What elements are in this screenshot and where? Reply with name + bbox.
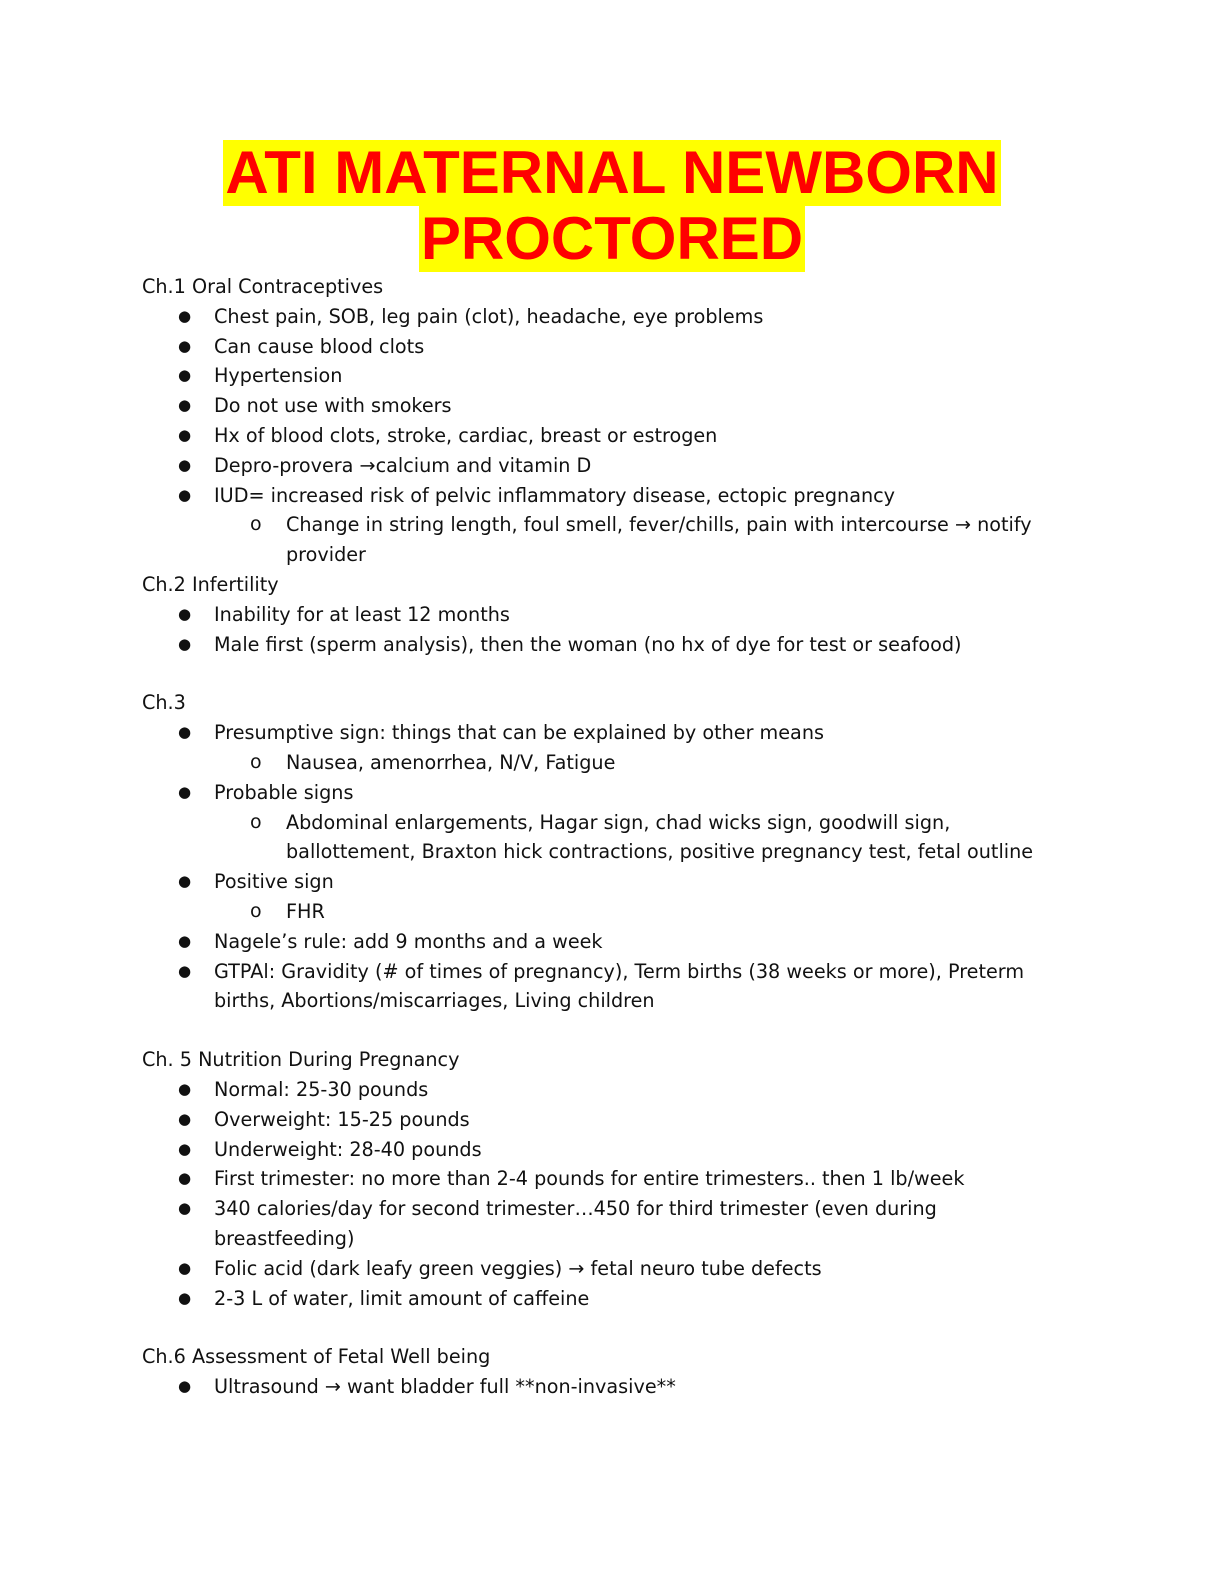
bullet-icon: ● [178,425,192,444]
document-title [0,140,1224,272]
list-item [142,1075,1062,1105]
list-item-text: Hypertension [214,364,343,388]
list-item-text: Normal: 25-30 pounds [214,1077,429,1101]
bullet-icon: ● [178,1169,192,1188]
list-item-text: Probable signs [214,780,354,804]
list-item-text: Ultrasound → want bladder full **non-invasive** [214,1375,676,1399]
sub-list-item [214,510,1062,570]
sub-list-item [214,897,1062,927]
sub-bullet-list [214,808,1062,868]
bullet-icon: ● [178,1109,192,1128]
list-item [142,421,1062,451]
list-item-text: Depro-provera →calcium and vitamin D [214,453,592,477]
list-item-text: Positive sign [214,870,334,894]
list-item [142,778,1062,867]
bullet-icon: ● [178,782,192,801]
list-item [142,1194,1062,1254]
list-item-text: Overweight: 15-25 pounds [214,1107,470,1131]
list-item-text: 340 calories/day for second trimester…450 for third trimester (even during breastfeeding) [214,1197,937,1250]
list-item [142,1105,1062,1135]
list-item [142,600,1062,630]
bullet-icon: ● [178,396,192,415]
list-item-text: IUD= increased risk of pelvic inflammatory disease, ectopic pregnancy [214,483,896,507]
bullet-icon: ● [178,1377,192,1396]
list-item-text: Underweight: 28-40 pounds [214,1137,482,1161]
sub-bullet-list [214,510,1062,570]
list-item-text: Chest pain, SOB, leg pain (clot), headache, eye problems [214,304,764,328]
sub-list-item [214,748,1062,778]
list-item [142,481,1062,570]
bullet-icon: ● [178,961,192,980]
bullet-list [142,1372,1062,1402]
blank-line [142,1016,1062,1045]
bullet-icon: ● [178,485,192,504]
bullet-list [142,1075,1062,1313]
bullet-icon: ● [178,931,192,950]
list-item [142,302,1062,332]
list-item [142,927,1062,957]
list-item-text: GTPAl: Gravidity (# of times of pregnancy), Term births (38 weeks or more), Preterm births, Abortions/miscarriages, Living children [214,959,1025,1013]
sub-bullet-list [214,897,1062,927]
list-item [142,1284,1062,1314]
list-item-text: 2-3 L of water, limit amount of caffeine [214,1286,590,1310]
list-item-text: Do not use with smokers [214,394,452,418]
title-line-1: ATI MATERNAL NEWBORN [225,139,999,206]
title-line-2: PROCTORED [420,205,804,272]
bullet-icon: ● [178,1139,192,1158]
section-heading: Ch. 5 Nutrition During Pregnancy [142,1048,460,1072]
sub-bullet-list [214,748,1062,778]
bullet-icon: ● [178,634,192,653]
bullet-icon: ● [178,1258,192,1277]
list-item [142,391,1062,421]
hollow-bullet-icon: o [250,513,262,536]
list-item-text: Inability for at least 12 months [214,602,510,626]
bullet-list [142,718,1062,1016]
bullet-icon: ● [178,723,192,742]
bullet-icon: ● [178,455,192,474]
list-item [142,957,1062,1017]
section-heading: Ch.1 Oral Contraceptives [142,275,384,298]
section-heading: Ch.2 Infertility [142,572,279,596]
bullet-icon: ● [178,366,192,385]
list-item [142,718,1062,778]
list-item-text: Nagele’s rule: add 9 months and a week [214,929,603,953]
list-item [142,1372,1062,1402]
list-item-text: First trimester: no more than 2-4 pounds for entire trimesters.. then 1 lb/week [214,1167,965,1191]
list-item-text: Hx of blood clots, stroke, cardiac, breast or estrogen [214,423,718,447]
list-item [142,1254,1062,1284]
list-item [142,361,1062,391]
list-item [142,332,1062,362]
list-item-text: Male first (sperm analysis), then the woman (no hx of dye for test or seafood) [214,632,962,656]
bullet-icon: ● [178,1079,192,1098]
list-item-text: Can cause blood clots [214,334,425,358]
bullet-icon: ● [178,604,192,623]
hollow-bullet-icon: o [250,810,262,833]
list-item [142,630,1062,660]
sub-list-item-text: FHR [286,899,325,923]
blank-line [142,1313,1062,1342]
sub-list-item-text: Change in string length, foul smell, fever/chills, pain with intercourse → notify provider [286,513,1032,567]
hollow-bullet-icon: o [250,899,262,922]
sub-list-item-text: Abdominal enlargements, Hagar sign, chad wicks sign, goodwill sign, ballottement, Braxton hick contractions, positive pregnancy test, fetal outline [286,810,1034,864]
section-heading: Ch.6 Assessment of Fetal Well being [142,1345,491,1369]
list-item [142,1135,1062,1165]
bullet-icon: ● [178,1288,192,1307]
list-item-text: Presumptive sign: things that can be explained by other means [214,721,824,745]
section-heading: Ch.3 [142,691,186,715]
sub-list-item-text: Nausea, amenorrhea, N/V, Fatigue [286,750,616,774]
list-item-text: Folic acid (dark leafy green veggies) → fetal neuro tube defects [214,1256,822,1280]
bullet-icon: ● [178,1199,192,1218]
list-item [142,867,1062,927]
bullet-icon: ● [178,306,192,325]
bullet-list [142,600,1062,660]
sub-list-item [214,808,1062,868]
bullet-icon: ● [178,336,192,355]
document-body [142,272,1062,1402]
list-item [142,1164,1062,1194]
list-item [142,451,1062,481]
blank-line [142,659,1062,688]
hollow-bullet-icon: o [250,750,262,773]
bullet-list [142,302,1062,570]
bullet-icon: ● [178,872,192,891]
